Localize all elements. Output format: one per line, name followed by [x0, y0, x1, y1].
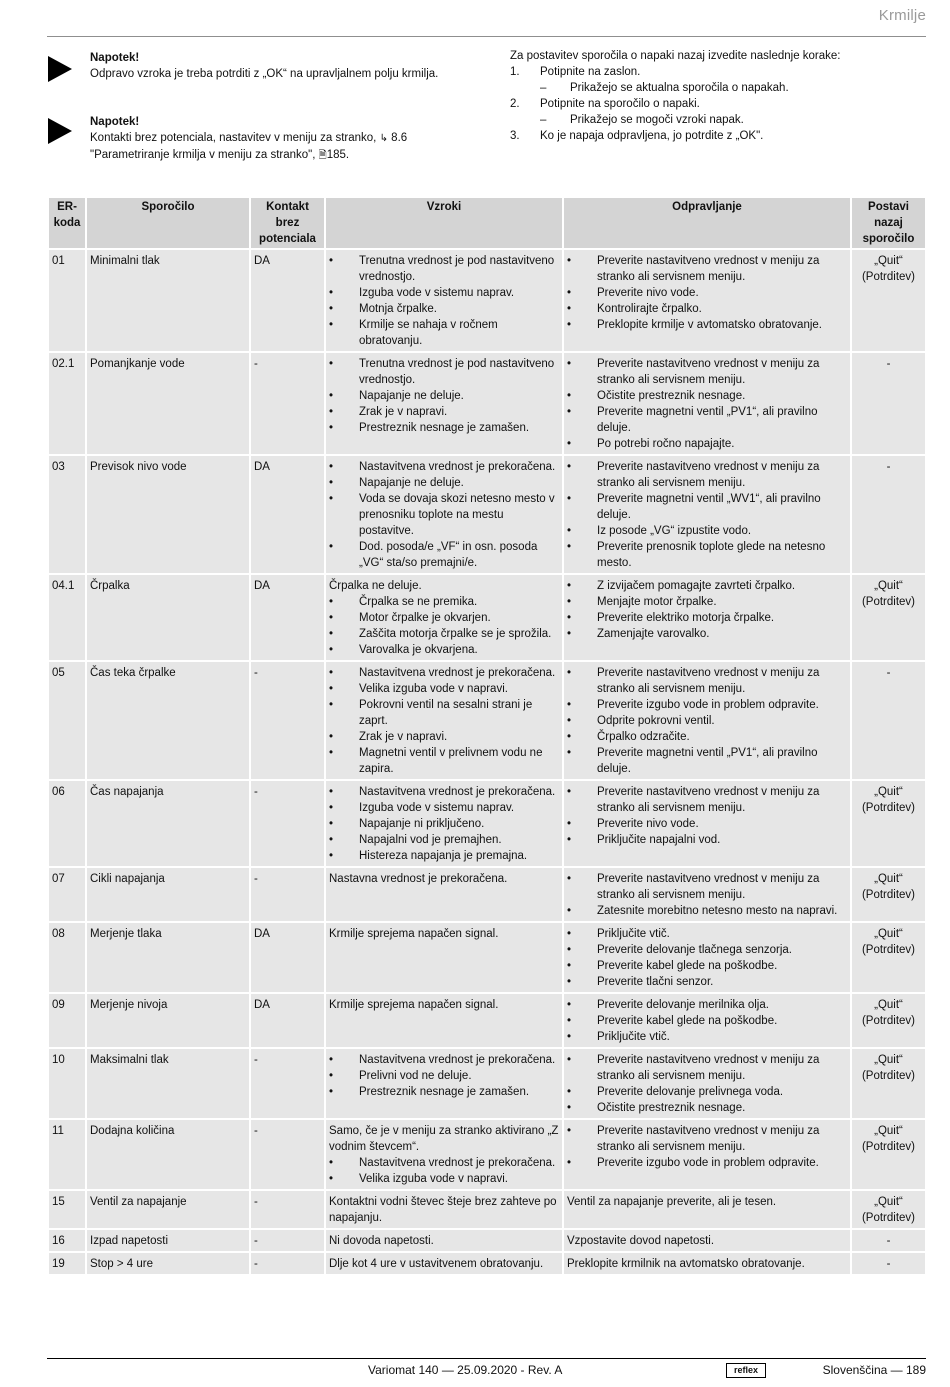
note-title: Napotek!: [90, 52, 140, 64]
potential-free-contact: -: [251, 1253, 324, 1274]
table-row: [49, 994, 925, 1047]
error-message: Maksimalni tlak: [87, 1049, 249, 1118]
remedy-item: • Zamenjajte varovalko.: [567, 626, 847, 642]
potential-free-contact: -: [251, 1230, 324, 1251]
remedy-cell: [564, 781, 850, 866]
remedy-item: • Odprite pokrovni ventil.: [567, 713, 847, 729]
potential-free-contact: -: [251, 1049, 324, 1118]
causes-cell: [326, 456, 562, 573]
dash-marker: –: [540, 82, 547, 94]
causes-cell: [326, 781, 562, 866]
remedy-item: • Preverite magnetni ventil „PV1“, ali pravilno deluje.: [567, 404, 847, 436]
step-item: [510, 64, 910, 80]
error-message: Previsok nivo vode: [87, 456, 249, 573]
remedy-item: • Preverite tlačni senzor.: [567, 974, 847, 990]
header-remedy: Odpravljanje: [564, 198, 850, 248]
remedy-item: • Očistite prestreznik nesnage.: [567, 1100, 847, 1116]
potential-free-contact: DA: [251, 250, 324, 351]
step-item: [510, 128, 910, 144]
causes-cell: [326, 353, 562, 454]
causes-list: [329, 1155, 559, 1187]
potential-free-contact: DA: [251, 456, 324, 573]
table-row: [49, 1253, 925, 1274]
remedy-list: [567, 997, 847, 1045]
step-text: Potipnite na zaslon.: [540, 66, 641, 78]
reset-action: „Quit“ (Potrditev): [852, 250, 925, 351]
cause-item: • Prestreznik nesnage je zamašen.: [329, 1084, 559, 1100]
table-row: [49, 575, 925, 660]
remedy-item: • Kontrolirajte črpalko.: [567, 301, 847, 317]
cross-reference-icon: ↳: [379, 133, 388, 144]
remedy-item: • Očistite prestreznik nesnage.: [567, 388, 847, 404]
remedy-list: [567, 1123, 847, 1171]
error-code: 19: [49, 1253, 85, 1274]
causes-text: Krmilje sprejema napačen signal.: [329, 928, 499, 940]
causes-cell: [326, 1120, 562, 1189]
cause-item: • Napajalni vod je premajhen.: [329, 832, 559, 848]
remedy-list: [567, 1052, 847, 1116]
remedy-item: • Preverite nastavitveno vrednost v meniju za stranko ali servisnem meniju.: [567, 459, 847, 491]
cause-item: • Krmilje se nahaja v ročnem obratovanju.: [329, 317, 559, 349]
step-number: 2.: [510, 98, 520, 110]
remedy-item: • Z izvijačem pomagajte zavrteti črpalko.: [567, 578, 847, 594]
potential-free-contact: DA: [251, 923, 324, 992]
cause-item: • Napajanje ne deluje.: [329, 475, 559, 491]
table-row: [49, 1230, 925, 1251]
remedy-cell: [564, 1230, 850, 1251]
causes-text: Kontaktni vodni števec šteje brez zahteve po napajanju.: [329, 1196, 557, 1224]
remedy-list: [567, 578, 847, 642]
error-message: Minimalni tlak: [87, 250, 249, 351]
error-message: Izpad napetosti: [87, 1230, 249, 1251]
table-row: [49, 250, 925, 351]
causes-cell: [326, 1191, 562, 1228]
remedy-item: • Iz posode „VG“ izpustite vodo.: [567, 523, 847, 539]
remedy-list: [567, 459, 847, 571]
reset-action: „Quit“ (Potrditev): [852, 868, 925, 921]
header-divider: [47, 36, 926, 37]
potential-free-contact: -: [251, 1120, 324, 1189]
remedy-item: • Zatesnite morebitno netesno mesto na napravi.: [567, 903, 847, 919]
cause-item: • Trenutna vrednost je pod nastavitveno vrednostjo.: [329, 356, 559, 388]
remedy-list: [567, 253, 847, 333]
reset-action: „Quit“ (Potrditev): [852, 781, 925, 866]
header-reset-message: Postavi nazaj sporočilo: [852, 198, 925, 248]
error-code: 01: [49, 250, 85, 351]
error-code: 05: [49, 662, 85, 779]
cause-item: • Histereza napajanja je premajna.: [329, 848, 559, 864]
cause-item: • Nastavitvena vrednost je prekoračena.: [329, 1155, 559, 1171]
step-number: 3.: [510, 130, 520, 142]
potential-free-contact: -: [251, 868, 324, 921]
table-row: [49, 1120, 925, 1189]
error-table: [47, 196, 927, 1276]
cause-item: • Zrak je v napravi.: [329, 404, 559, 420]
page-icon: 🗎: [318, 150, 327, 161]
error-code: 09: [49, 994, 85, 1047]
cause-item: • Motnja črpalke.: [329, 301, 559, 317]
causes-text: Črpalka ne deluje.: [329, 580, 422, 592]
cause-item: • Pokrovni ventil na sesalni strani je zaprt.: [329, 697, 559, 729]
header-message: Sporočilo: [87, 198, 249, 248]
error-message: Dodajna količina: [87, 1120, 249, 1189]
table-row: [49, 923, 925, 992]
table-row: [49, 353, 925, 454]
error-code: 08: [49, 923, 85, 992]
error-code: 06: [49, 781, 85, 866]
header-potential-free-contact: Kontakt brez potenciala: [251, 198, 324, 248]
causes-list: [329, 594, 559, 658]
reset-action: „Quit“ (Potrditev): [852, 575, 925, 660]
causes-cell: [326, 250, 562, 351]
causes-list: [329, 356, 559, 436]
error-message: Stop > 4 ure: [87, 1253, 249, 1274]
remedy-item: • Preverite nastavitveno vrednost v meniju za stranko ali servisnem meniju.: [567, 356, 847, 388]
error-code: 04.1: [49, 575, 85, 660]
cause-item: • Napajanje ni priključeno.: [329, 816, 559, 832]
error-message: Črpalka: [87, 575, 249, 660]
error-code: 02.1: [49, 353, 85, 454]
causes-text: Samo, če je v meniju za stranko aktivirano „Z vodnim števcem“.: [329, 1125, 559, 1153]
cause-item: • Zaščita motorja črpalke se je sprožila.: [329, 626, 559, 642]
cause-item: • Motor črpalke je okvarjen.: [329, 610, 559, 626]
remedy-cell: [564, 353, 850, 454]
cause-item: • Črpalka se ne premika.: [329, 594, 559, 610]
error-code: 11: [49, 1120, 85, 1189]
error-code: 15: [49, 1191, 85, 1228]
causes-cell: [326, 1230, 562, 1251]
remedy-text: Ventil za napajanje preverite, ali je tesen.: [567, 1196, 777, 1208]
remedy-cell: [564, 250, 850, 351]
cause-item: • Velika izguba vode v napravi.: [329, 681, 559, 697]
error-message: Čas napajanja: [87, 781, 249, 866]
reset-action: -: [852, 1253, 925, 1274]
causes-cell: [326, 994, 562, 1047]
cause-item: • Nastavitvena vrednost je prekoračena.: [329, 665, 559, 681]
step-text: Potipnite na sporočilo o napaki.: [540, 98, 700, 110]
steps-intro: Za postavitev sporočila o napaki nazaj izvedite naslednje korake:: [510, 50, 841, 62]
arrow-right-icon: [48, 118, 72, 144]
reset-action: „Quit“ (Potrditev): [852, 994, 925, 1047]
footer-divider: [47, 1358, 926, 1359]
cause-item: • Dod. posoda/e „VF“ in osn. posoda „VG“ sta/so premajni/e.: [329, 539, 559, 571]
remedy-item: • Preverite izgubo vode in problem odpravite.: [567, 1155, 847, 1171]
remedy-cell: [564, 868, 850, 921]
remedy-cell: [564, 1049, 850, 1118]
remedy-item: • Preverite elektriko motorja črpalke.: [567, 610, 847, 626]
remedy-list: [567, 665, 847, 777]
remedy-text: Preklopite krmilnik na avtomatsko obratovanje.: [567, 1258, 805, 1270]
causes-cell: [326, 575, 562, 660]
remedy-item: • Preverite delovanje tlačnega senzorja.: [567, 942, 847, 958]
remedy-item: • Priključite napajalni vod.: [567, 832, 847, 848]
step-result-text: Prikažejo se aktualna sporočila o napakah.: [570, 82, 789, 94]
reset-action: -: [852, 456, 925, 573]
step-text: Ko je napaja odpravljena, jo potrdite z „OK".: [540, 130, 764, 142]
reset-steps: [510, 48, 910, 144]
table-header-row: [49, 198, 925, 248]
note-text: [90, 130, 468, 164]
note-text: Odpravo vzroka je treba potrditi z „OK“ na upravljalnem polju krmilja.: [90, 68, 439, 80]
remedy-list: [567, 356, 847, 452]
remedy-cell: [564, 1253, 850, 1274]
cause-item: • Nastavitvena vrednost je prekoračena.: [329, 1052, 559, 1068]
reset-action: „Quit“ (Potrditev): [852, 1120, 925, 1189]
causes-cell: [326, 662, 562, 779]
remedy-item: • Priključite vtič.: [567, 926, 847, 942]
error-message: Cikli napajanja: [87, 868, 249, 921]
footer-page-info: Slovenščina — 189: [822, 1363, 926, 1377]
cause-item: • Nastavitvena vrednost je prekoračena.: [329, 784, 559, 800]
remedy-item: • Preverite nastavitveno vrednost v meniju za stranko ali servisnem meniju.: [567, 253, 847, 285]
remedy-cell: [564, 1120, 850, 1189]
causes-text: Dlje kot 4 ure v ustavitvenem obratovanju.: [329, 1258, 544, 1270]
remedy-item: • Preklopite krmilje v avtomatsko obratovanje.: [567, 317, 847, 333]
causes-cell: [326, 868, 562, 921]
remedy-cell: [564, 1191, 850, 1228]
table-row: [49, 1049, 925, 1118]
remedy-item: • Preverite magnetni ventil „PV1“, ali pravilno deluje.: [567, 745, 847, 777]
error-message: Merjenje nivoja: [87, 994, 249, 1047]
table-row: [49, 1191, 925, 1228]
remedy-cell: [564, 662, 850, 779]
cause-item: • Varovalka je okvarjena.: [329, 642, 559, 658]
header-er-code: ER-koda: [49, 198, 85, 248]
error-message: Merjenje tlaka: [87, 923, 249, 992]
error-code: 16: [49, 1230, 85, 1251]
potential-free-contact: -: [251, 1191, 324, 1228]
causes-list: [329, 665, 559, 777]
note-link-text[interactable]: 8.6 "Parametriranje krmilja v meniju za stranko",: [90, 132, 408, 161]
error-code: 03: [49, 456, 85, 573]
potential-free-contact: DA: [251, 575, 324, 660]
error-code: 07: [49, 868, 85, 921]
remedy-item: • Preverite kabel glede na poškodbe.: [567, 958, 847, 974]
reset-action: -: [852, 1230, 925, 1251]
table-row: [49, 456, 925, 573]
error-code: 10: [49, 1049, 85, 1118]
causes-text: Nastavna vrednost je prekoračena.: [329, 873, 508, 885]
remedy-item: • Preverite kabel glede na poškodbe.: [567, 1013, 847, 1029]
footer-document-info: Variomat 140 — 25.09.2020 - Rev. A: [368, 1363, 563, 1377]
remedy-item: • Preverite nastavitveno vrednost v meniju za stranko ali servisnem meniju.: [567, 1052, 847, 1084]
reset-action: -: [852, 662, 925, 779]
arrow-right-icon: [48, 56, 72, 82]
page-header-title: Krmilje: [878, 7, 926, 24]
remedy-item: • Preverite prenosnik toplote glede na netesno mesto.: [567, 539, 847, 571]
causes-cell: [326, 1049, 562, 1118]
remedy-item: • Preverite nivo vode.: [567, 816, 847, 832]
table-row: [49, 781, 925, 866]
cause-item: • Velika izguba vode v napravi.: [329, 1171, 559, 1187]
remedy-cell: [564, 456, 850, 573]
note-title: Napotek!: [90, 116, 140, 128]
remedy-cell: [564, 575, 850, 660]
remedy-text: Vzpostavite dovod napetosti.: [567, 1235, 715, 1247]
note-text-part: Kontakti brez potenciala, nastavitev v meniju za stranko,: [90, 132, 377, 144]
causes-list: [329, 253, 559, 349]
error-message: Čas teka črpalke: [87, 662, 249, 779]
causes-list: [329, 784, 559, 864]
remedy-item: • Preverite izgubo vode in problem odpravite.: [567, 697, 847, 713]
note-contacts: [48, 114, 468, 164]
remedy-cell: [564, 994, 850, 1047]
remedy-item: • Preverite delovanje merilnika olja.: [567, 997, 847, 1013]
remedy-item: • Priključite vtič.: [567, 1029, 847, 1045]
header-causes: Vzroki: [326, 198, 562, 248]
cause-item: • Izguba vode v sistemu naprav.: [329, 285, 559, 301]
step-result: [510, 80, 910, 96]
step-result: [510, 112, 910, 128]
causes-list: [329, 459, 559, 571]
remedy-item: • Po potrebi ročno napajajte.: [567, 436, 847, 452]
remedy-item: • Preverite nastavitveno vrednost v meniju za stranko ali servisnem meniju.: [567, 784, 847, 816]
cause-item: • Prelivni vod ne deluje.: [329, 1068, 559, 1084]
step-result-text: Prikažejo se mogoči vzroki napak.: [570, 114, 744, 126]
table-row: [49, 662, 925, 779]
cause-item: • Napajanje ne deluje.: [329, 388, 559, 404]
table-row: [49, 868, 925, 921]
reset-action: „Quit“ (Potrditev): [852, 1049, 925, 1118]
remedy-item: • Preverite nastavitveno vrednost v meniju za stranko ali servisnem meniju.: [567, 871, 847, 903]
causes-cell: [326, 1253, 562, 1274]
remedy-list: [567, 784, 847, 848]
note-confirm: [48, 50, 468, 82]
remedy-item: • Preverite delovanje prelivnega voda.: [567, 1084, 847, 1100]
step-item: [510, 96, 910, 112]
cause-item: • Nastavitvena vrednost je prekoračena.: [329, 459, 559, 475]
remedy-item: • Preverite nivo vode.: [567, 285, 847, 301]
remedy-cell: [564, 923, 850, 992]
potential-free-contact: -: [251, 662, 324, 779]
steps-list: [510, 64, 910, 144]
dash-marker: –: [540, 114, 547, 126]
potential-free-contact: -: [251, 353, 324, 454]
reset-action: „Quit“ (Potrditev): [852, 1191, 925, 1228]
remedy-item: • Črpalko odzračite.: [567, 729, 847, 745]
causes-cell: [326, 923, 562, 992]
remedy-list: [567, 926, 847, 990]
causes-list: [329, 1052, 559, 1100]
causes-text: Krmilje sprejema napačen signal.: [329, 999, 499, 1011]
potential-free-contact: DA: [251, 994, 324, 1047]
reset-action: „Quit“ (Potrditev): [852, 923, 925, 992]
remedy-list: [567, 871, 847, 919]
potential-free-contact: -: [251, 781, 324, 866]
error-message: Ventil za napajanje: [87, 1191, 249, 1228]
cause-item: • Magnetni ventil v prelivnem vodu ne zapira.: [329, 745, 559, 777]
remedy-item: • Menjajte motor črpalke.: [567, 594, 847, 610]
reset-action: -: [852, 353, 925, 454]
remedy-item: • Preverite nastavitveno vrednost v meniju za stranko ali servisnem meniju.: [567, 1123, 847, 1155]
step-number: 1.: [510, 66, 520, 78]
error-message: Pomanjkanje vode: [87, 353, 249, 454]
reflex-logo: reflex: [726, 1363, 766, 1378]
cause-item: • Izguba vode v sistemu naprav.: [329, 800, 559, 816]
note-page-number: 185.: [326, 149, 350, 161]
remedy-item: • Preverite magnetni ventil „WV1“, ali pravilno deluje.: [567, 491, 847, 523]
cause-item: • Prestreznik nesnage je zamašen.: [329, 420, 559, 436]
cause-item: • Voda se dovaja skozi netesno mesto v prenosniku toplote na mestu postavitve.: [329, 491, 559, 539]
cause-item: • Trenutna vrednost je pod nastavitveno vrednostjo.: [329, 253, 559, 285]
remedy-item: • Preverite nastavitveno vrednost v meniju za stranko ali servisnem meniju.: [567, 665, 847, 697]
causes-text: Ni dovoda napetosti.: [329, 1235, 434, 1247]
cause-item: • Zrak je v napravi.: [329, 729, 559, 745]
